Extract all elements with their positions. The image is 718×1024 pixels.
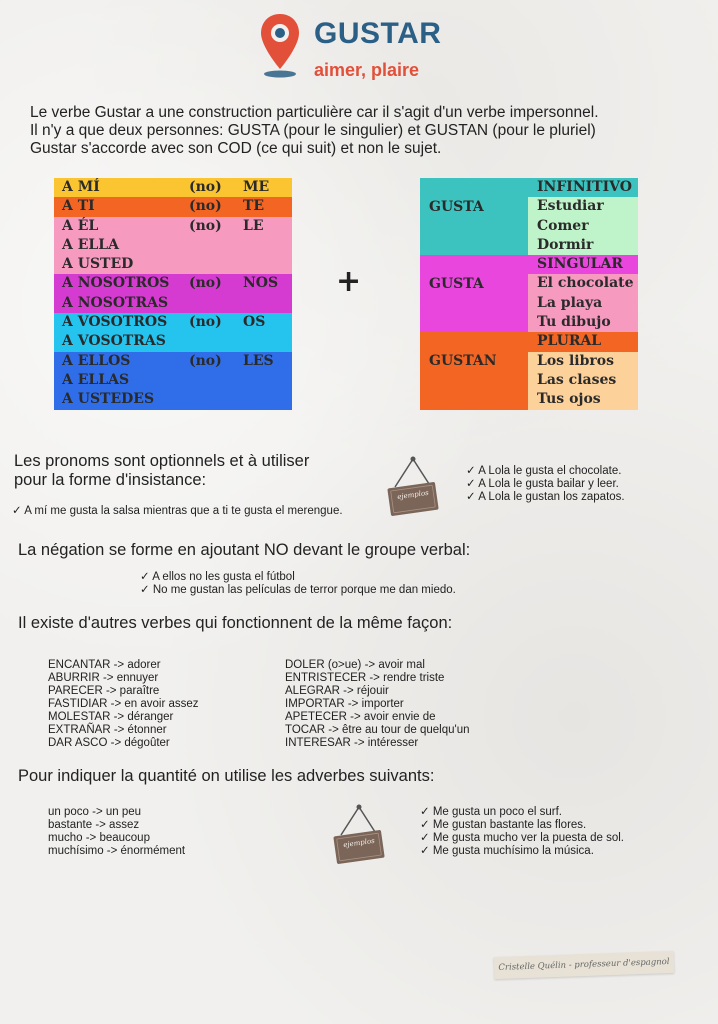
pronoun-row <box>54 390 292 409</box>
verb-entry: IMPORTAR -> importer <box>285 698 404 710</box>
verb-example: Tu dibujo <box>528 313 638 332</box>
negation-label: (no) <box>189 179 222 195</box>
verb-block <box>420 332 638 409</box>
example-line: ✓ Me gustan bastante las flores. <box>420 819 587 831</box>
heading-line: Les pronoms sont optionnels et à utiliser <box>14 452 310 470</box>
verb-category-header: PLURAL <box>528 332 638 351</box>
examples-sign-icon <box>331 803 387 863</box>
pronoun-label: A VOSOTRAS <box>62 333 166 350</box>
verb-entry: TOCAR -> être au tour de quelqu'un <box>285 724 470 736</box>
verb-entry: DOLER (o>ue) -> avoir mal <box>285 659 425 671</box>
example-line: ✓ A Lola le gusta bailar y leer. <box>466 478 619 490</box>
verb-entry: ALEGRAR -> réjouir <box>285 685 389 697</box>
example-line: ✓ A ellos no les gusta el fútbol <box>140 571 295 583</box>
other-verbs-right-list <box>285 659 470 750</box>
intro-line: Le verbe Gustar a une construction particulière car il s'agit d'un verbe impersonnel. <box>30 104 599 121</box>
verb-label: GUSTA <box>420 255 528 332</box>
pronoun-row <box>54 178 292 197</box>
pronoun-row <box>54 197 292 216</box>
verb-example: El chocolate <box>528 274 638 293</box>
cod-label: OS <box>243 314 266 331</box>
pronoun-label: A ELLA <box>62 236 119 253</box>
pronoun-group <box>54 178 292 197</box>
pronoun-row <box>54 371 292 390</box>
verb-entry: APETECER -> avoir envie de <box>285 711 436 723</box>
pronoun-row <box>54 332 292 351</box>
pronoun-label: A NOSOTRAS <box>62 294 169 311</box>
verb-example: Dormir <box>528 236 638 255</box>
verb-entry: ENTRISTECER -> rendre triste <box>285 672 445 684</box>
pronoun-group <box>54 217 292 275</box>
adverb-list <box>48 806 185 858</box>
verb-entry: INTERESAR -> intéresser <box>285 737 419 749</box>
intro-line: Il n'y a que deux personnes: GUSTA (pour le singulier) et GUSTAN (pour le pluriel) <box>30 122 596 139</box>
negation-label: (no) <box>189 314 222 331</box>
adverb-entry: mucho -> beaucoup <box>48 832 150 844</box>
negation-examples <box>140 571 456 597</box>
verb-example: La playa <box>528 294 638 313</box>
example-line: ✓ A Lola le gusta el chocolate. <box>466 465 622 477</box>
pronoun-row <box>54 236 292 255</box>
pronoun-label: A MÍ <box>62 179 100 195</box>
pronoun-label: A TI <box>62 198 95 215</box>
pronoun-group <box>54 197 292 216</box>
examples-sign-icon <box>385 455 441 515</box>
plus-sign: + <box>336 264 362 299</box>
example-line: ✓ Me gusta muchísimo la música. <box>420 845 594 857</box>
verb-entry: EXTRAÑAR -> étonner <box>48 724 167 736</box>
sign-label: ejemplos <box>342 836 376 850</box>
verb-entry: DAR ASCO -> dégoûter <box>48 737 170 749</box>
heading-line: pour la forme d'insistance: <box>14 471 207 489</box>
negation-heading: La négation se forme en ajoutant NO devant le groupe verbal: <box>18 541 471 559</box>
intro-paragraph <box>30 104 700 158</box>
pronoun-group <box>54 274 292 313</box>
intro-line: Gustar s'accorde avec son COD (ce qui suit) et non le sujet. <box>30 140 442 157</box>
cod-label: NOS <box>243 275 279 292</box>
verb-example: Tus ojos <box>528 390 638 409</box>
pronoun-row <box>54 313 292 332</box>
verb-entry: MOLESTAR -> déranger <box>48 711 174 723</box>
verb-example: Los libros <box>528 352 638 371</box>
pronoun-label: A VOSOTROS <box>62 314 168 331</box>
verb-entry: ABURRIR -> ennuyer <box>48 672 159 684</box>
pronoun-group <box>54 313 292 352</box>
pronouns-section-heading <box>14 452 309 490</box>
adverb-entry: un poco -> un peu <box>48 806 142 818</box>
pronoun-label: A USTEDES <box>62 391 155 408</box>
verb-entry: ENCANTAR -> adorer <box>48 659 161 671</box>
pronoun-row <box>54 255 292 274</box>
negation-label: (no) <box>189 217 222 234</box>
example-line: ✓ No me gustan las películas de terror porque me dan miedo. <box>140 584 456 596</box>
quantity-examples <box>420 806 624 858</box>
pronoun-label: A NOSOTROS <box>62 275 170 292</box>
pronouns-examples-right <box>466 465 625 504</box>
pronoun-label: A ÉL <box>62 217 99 234</box>
negation-label: (no) <box>189 352 222 369</box>
cod-label: ME <box>243 179 270 195</box>
pronouns-example: ✓ A mí me gusta la salsa mientras que a ti te gusta el merengue. <box>12 505 343 517</box>
page-subtitle: aimer, plaire <box>314 60 420 80</box>
negation-label: (no) <box>189 198 222 215</box>
quantity-heading: Pour indiquer la quantité on utilise les adverbes suivants: <box>18 767 435 785</box>
pronoun-table <box>54 178 292 410</box>
verb-category-header: SINGULAR <box>528 255 638 274</box>
other-verbs-left-list <box>48 659 199 750</box>
verb-block <box>420 255 638 332</box>
example-line: ✓ Me gusta un poco el surf. <box>420 806 562 818</box>
adverb-entry: bastante -> assez <box>48 819 140 831</box>
adverb-entry: muchísimo -> énormément <box>48 845 186 857</box>
page-title: GUSTAR <box>314 17 442 50</box>
pronoun-row <box>54 274 292 293</box>
verb-table <box>420 178 638 410</box>
author-credit: Cristelle Quélin - professeur d'espagnol <box>494 951 675 979</box>
pronoun-label: A ELLAS <box>62 371 130 388</box>
cod-label: LES <box>243 352 274 369</box>
verb-example: Las clases <box>528 371 638 390</box>
verb-label: GUSTA <box>420 178 528 255</box>
pronoun-group <box>54 352 292 410</box>
pronoun-label: A ELLOS <box>62 352 131 369</box>
cod-label: LE <box>243 217 264 234</box>
sign-label: ejemplos <box>396 488 430 502</box>
negation-label: (no) <box>189 275 222 292</box>
example-line: ✓ Me gusta mucho ver la puesta de sol. <box>420 832 624 844</box>
pronoun-row <box>54 352 292 371</box>
verb-entry: FASTIDIAR -> en avoir assez <box>48 698 199 710</box>
pronoun-row <box>54 294 292 313</box>
location-pin-icon <box>258 12 302 78</box>
example-line: ✓ A Lola le gustan los zapatos. <box>466 491 625 503</box>
verb-entry: PARECER -> paraître <box>48 685 160 697</box>
verb-example: Estudiar <box>528 197 638 216</box>
other-verbs-heading: Il existe d'autres verbes qui fonctionnent de la même façon: <box>18 614 453 632</box>
verb-label: GUSTAN <box>420 332 528 409</box>
verb-example: Comer <box>528 217 638 236</box>
verb-category-header: INFINITIVO <box>528 178 638 197</box>
pronoun-row <box>54 217 292 236</box>
verb-block <box>420 178 638 255</box>
cod-label: TE <box>243 198 265 215</box>
pronoun-label: A USTED <box>62 256 134 273</box>
